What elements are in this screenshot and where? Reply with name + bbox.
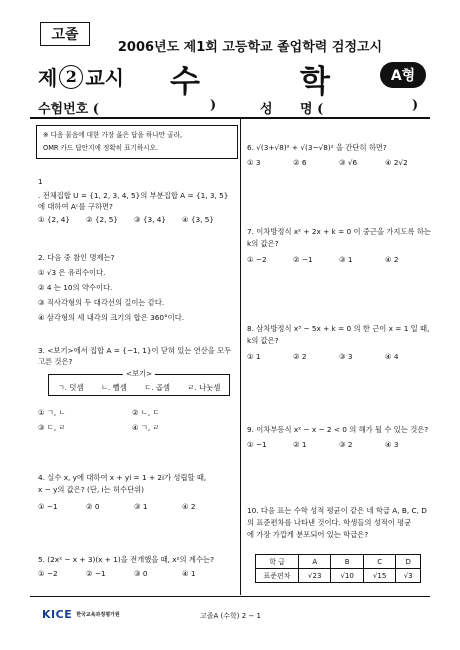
table-cell: A [299, 555, 331, 569]
table-cell: C [363, 555, 395, 569]
period-label [38, 62, 124, 91]
question-3-option-3[interactable]: ③ ㄷ, ㄹ [38, 423, 66, 432]
question-5-option-4[interactable]: ④ 1 [182, 569, 196, 578]
question-7-stem-2: k의 값은? [247, 239, 279, 248]
question-6-stem: 6. √(3+√8)² + √(3−√8)² 을 간단히 하면? [247, 143, 387, 152]
kice-logo [42, 608, 120, 621]
question-1-option-2[interactable]: ② {2, 5} [86, 215, 119, 224]
question-10 [247, 505, 427, 541]
question-3-option-4[interactable]: ④ ㄱ, ㄹ [132, 423, 160, 432]
question-3-option-1[interactable]: ① ㄱ, ㄴ [38, 408, 66, 417]
question-2-option-1[interactable]: ① √3 은 유리수이다. [38, 268, 106, 277]
page-number: 고졸A (수학) 2 − 1 [200, 612, 261, 620]
type-badge: A형 [380, 62, 426, 88]
name-close: ) [412, 98, 419, 113]
table-row [256, 569, 421, 583]
subject-title [170, 56, 330, 101]
table-cell: √10 [331, 569, 363, 583]
question-2 [38, 250, 184, 325]
question-4-stem-2: x − y의 값은? (단, i는 허수단위) [38, 485, 145, 494]
question-9-option-3[interactable]: ③ 2 [339, 440, 353, 449]
table-cell: B [331, 555, 363, 569]
question-1 [38, 176, 228, 225]
question-2-option-4[interactable]: ④ 삼각형의 세 내각의 크기의 합은 360°이다. [38, 313, 185, 322]
exam-number-close: ) [210, 98, 217, 113]
question-6 [247, 142, 408, 168]
question-8-stem-1: 8. 삼차방정식 x³ − 5x + k = 0 의 한 근이 x = 1 일 때, [247, 324, 430, 333]
question-6-option-4[interactable]: ④ 2√2 [385, 158, 408, 167]
footer-rule [30, 596, 430, 597]
table-cell: √15 [363, 569, 395, 583]
question-1-option-1[interactable]: ① {2, 4} [38, 215, 71, 224]
question-4-option-2[interactable]: ② 0 [86, 502, 100, 511]
question-8-option-1[interactable]: ① 1 [247, 352, 261, 361]
question-9-option-1[interactable]: ① −1 [247, 440, 267, 449]
stddev-table [255, 554, 421, 583]
question-3-stem-1: 3. <보기>에서 집합 A = {−1, 1}이 닫혀 있는 연산을 모두 [38, 346, 232, 355]
question-8 [247, 323, 429, 363]
question-6-option-3[interactable]: ③ √6 [339, 158, 358, 167]
question-5-option-2[interactable]: ② −1 [86, 569, 106, 578]
question-7-option-1[interactable]: ① −2 [247, 255, 267, 264]
question-7-option-3[interactable]: ③ 1 [339, 255, 353, 264]
grade-badge: 고졸 [40, 22, 90, 46]
question-1-option-3[interactable]: ③ {3, 4} [134, 215, 167, 224]
question-10-stem-1: 10. 다음 표는 수학 성적 평균이 같은 네 학급 A, B, C, D [247, 506, 427, 515]
question-4 [38, 472, 206, 513]
question-5-option-1[interactable]: ① −2 [38, 569, 58, 578]
table-cell: D [396, 555, 421, 569]
instruction-box [36, 125, 238, 159]
kice-logo-text: KICE [42, 608, 73, 621]
question-5-stem: 5. (2x² − x + 3)(x + 1)을 전개했을 때, x²의 계수는? [38, 555, 214, 564]
name-label-2: 명 ( [300, 102, 324, 117]
question-3-option-2[interactable]: ② ㄴ, ㄷ [132, 408, 160, 417]
question-2-option-3[interactable]: ③ 직사각형의 두 대각선의 길이는 같다. [38, 298, 165, 307]
question-1-option-4[interactable]: ④ {3, 5} [182, 215, 215, 224]
question-4-stem-1: 4. 실수 x, y에 대하여 x + yi = 1 + 2i가 성립할 때, [38, 473, 207, 482]
question-7 [247, 226, 431, 266]
question-4-option-3[interactable]: ③ 1 [134, 502, 148, 511]
bogi-title: <보기> [123, 369, 155, 379]
column-divider [240, 119, 241, 595]
table-cell: 학 급 [256, 555, 299, 569]
question-4-option-4[interactable]: ④ 2 [182, 502, 196, 511]
kice-org-name: 한국교육과정평가원 [76, 612, 120, 618]
question-9-option-4[interactable]: ④ 3 [385, 440, 399, 449]
table-row [256, 555, 421, 569]
question-9-option-2[interactable]: ② 1 [293, 440, 307, 449]
question-3-stem-2: 고른 것은? [38, 357, 73, 366]
question-8-option-2[interactable]: ② 2 [293, 352, 307, 361]
question-2-option-2[interactable]: ② 4 는 10의 약수이다. [38, 283, 113, 292]
exam-number-label: 수험번호 ( [38, 102, 99, 117]
question-5-option-3[interactable]: ③ 0 [134, 569, 148, 578]
bogi-item-1: ㄱ. 덧셈 [57, 383, 84, 392]
question-10-stem-3: 에 가장 가깝게 분포되어 있는 학급은? [247, 530, 369, 539]
question-2-stem: 2. 다음 중 참인 명제는? [38, 253, 115, 262]
question-7-option-2[interactable]: ② −1 [293, 255, 313, 264]
bogi-item-4: ㄹ. 나눗셈 [187, 383, 221, 392]
bogi-box [48, 369, 230, 396]
subject-char-2: 학 [300, 64, 330, 100]
table-cell: 표준편차 [256, 569, 299, 583]
bogi-item-3: ㄷ. 곱셈 [144, 383, 170, 392]
question-8-option-4[interactable]: ④ 4 [385, 352, 399, 361]
question-7-stem-1: 7. 이차방정식 x² + 2x + k = 0 이 중근을 가지도록 하는 [247, 227, 431, 236]
subject-char-1: 수 [170, 64, 200, 100]
question-3-options [38, 404, 160, 434]
question-1-stem-1: . 전체집합 U = {1, 2, 3, 4, 5}의 부분집합 A = {1, 3, 5} [38, 191, 229, 200]
question-9 [247, 424, 428, 450]
instruction-line-2: OMR 카드 답안지에 정확히 표기하시오. [43, 144, 159, 152]
table-cell: √3 [396, 569, 421, 583]
period-suffix: 교시 [85, 66, 124, 90]
question-6-option-1[interactable]: ① 3 [247, 158, 261, 167]
question-1-number: 1 [38, 177, 43, 186]
question-6-option-2[interactable]: ② 6 [293, 158, 307, 167]
question-1-stem-2: 에 대하여 Aᶜ를 구하면? [38, 202, 113, 211]
question-9-stem: 9. 이차부등식 x² − x − 2 < 0 의 해가 될 수 있는 것은? [247, 425, 429, 434]
question-8-stem-2: k의 값은? [247, 336, 279, 345]
instruction-line-1: ※ 다음 물음에 대한 가장 옳은 답을 하나만 골라, [43, 131, 183, 139]
header-rule [30, 117, 430, 119]
table-cell: √23 [299, 569, 331, 583]
question-5 [38, 554, 214, 579]
bogi-item-2: ㄴ. 뺄셈 [100, 383, 127, 392]
name-label-1: 성 [260, 102, 273, 117]
period-number: 2 [59, 65, 83, 89]
question-10-stem-2: 의 표준편차를 나타낸 것이다. 학생들의 성적이 평균 [247, 518, 412, 527]
period-prefix: 제 [38, 66, 58, 90]
question-8-option-3[interactable]: ③ 3 [339, 352, 353, 361]
question-7-option-4[interactable]: ④ 2 [385, 255, 399, 264]
question-3 [38, 345, 231, 367]
exam-title: 2006년도 제1회 고등학교 졸업학력 검정고시 [117, 40, 383, 55]
question-4-option-1[interactable]: ① −1 [38, 502, 58, 511]
